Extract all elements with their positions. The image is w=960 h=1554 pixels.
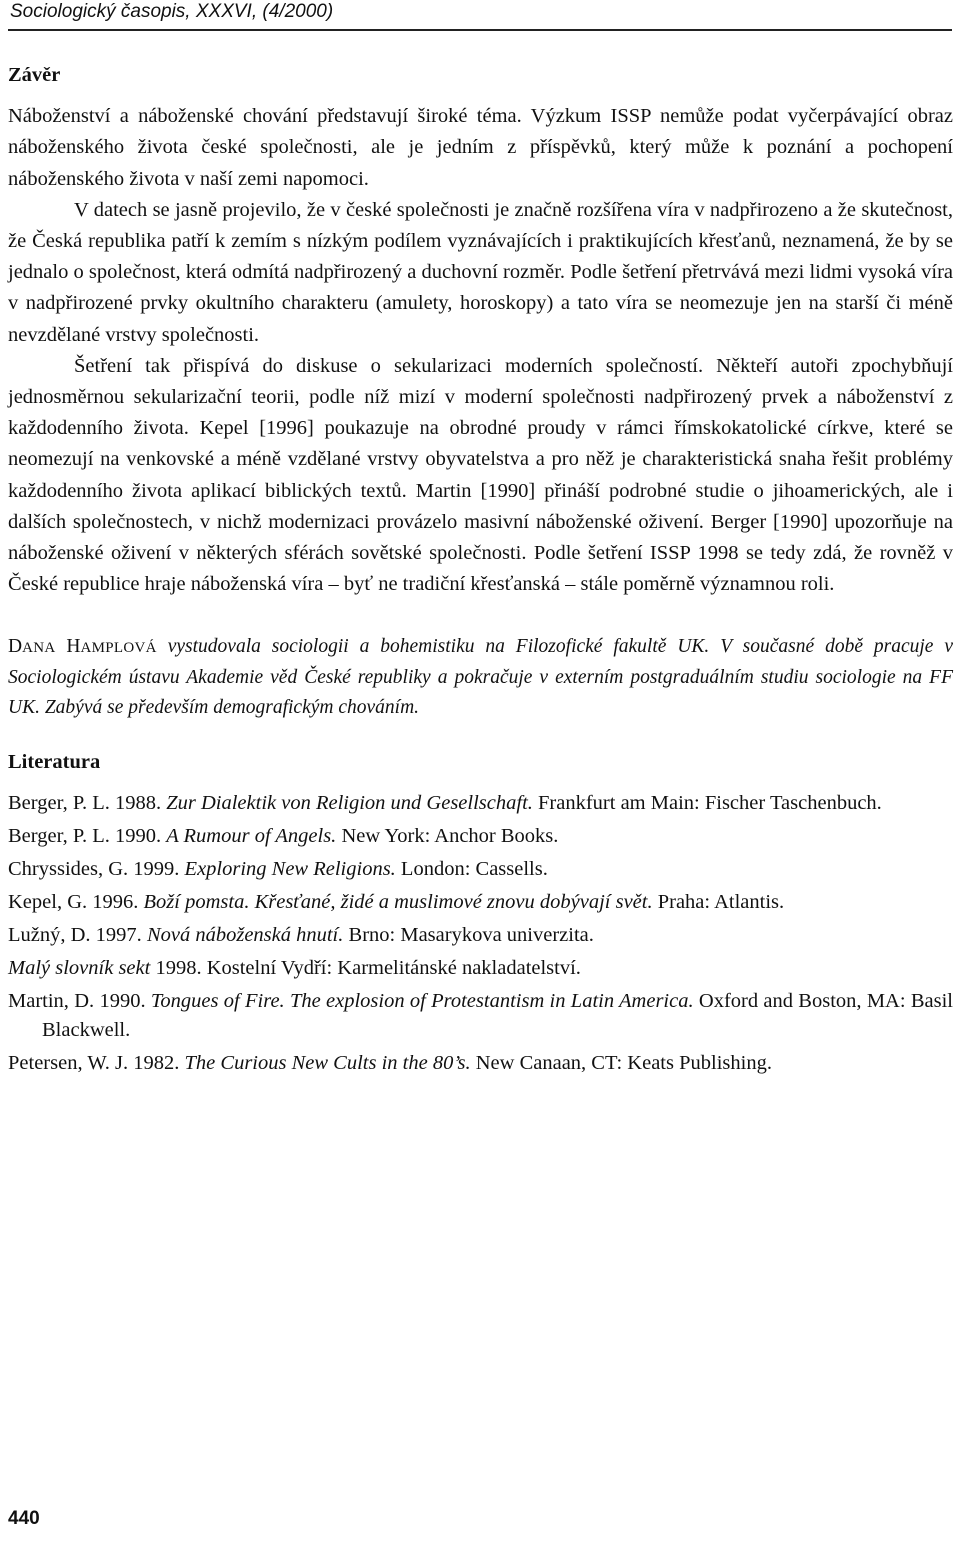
reference-publisher: 1998. Kostelní Vydří: Karmelitánské nakladatelství. [150, 956, 581, 979]
reference-author-year: Petersen, W. J. 1982. [8, 1051, 185, 1074]
reference-publisher: New York: Anchor Books. [336, 824, 559, 847]
author-name-last-rest: AMPLOVÁ [80, 640, 157, 657]
reference-title: Zur Dialektik von Religion und Gesellschaft. [166, 791, 533, 814]
author-name-first-rest: ANA [22, 640, 56, 657]
reference-title: The Curious New Cults in the 80’s. [184, 1051, 471, 1074]
reference-publisher: Praha: Atlantis. [652, 890, 785, 913]
reference-item [8, 987, 953, 1045]
reference-author-year: Martin, D. 1990. [8, 989, 151, 1012]
reference-author-year: Berger, P. L. 1990. [8, 824, 167, 847]
reference-title: Exploring New Religions. [184, 857, 396, 880]
reference-author-year: Chryssides, G. 1999. [8, 857, 185, 880]
reference-item [8, 888, 953, 917]
reference-author-year: Kepel, G. 1996. [8, 890, 144, 913]
header-rule [8, 29, 952, 31]
reference-item [8, 1049, 953, 1078]
author-name-first-initial: D [8, 636, 23, 658]
conclusion-paragraph-1: Náboženství a náboženské chování představují široké téma. Výzkum ISSP nemůže podat vyčerpávající obraz náboženského života české společnosti, ale je jedním z příspěvků, který může k poznání a pochopení náboženského života v naší zemi napomoci. [8, 105, 953, 190]
author-bio [8, 632, 953, 723]
running-head: Sociologický časopis, XXXVI, (4/2000) [10, 1, 334, 22]
reference-title: Nová náboženská hnutí. [146, 923, 344, 946]
reference-title: Malý slovník sekt [8, 956, 151, 979]
reference-author-year: Lužný, D. 1997. [8, 923, 147, 946]
reference-item [8, 789, 953, 818]
reference-title: Boží pomsta. Křesťané, židé a muslimové znovu dobývají svět. [143, 890, 653, 913]
reference-list [8, 789, 953, 1078]
page-number: 440 [8, 1508, 40, 1529]
reference-title: A Rumour of Angels. [166, 824, 337, 847]
section-spacer [8, 91, 953, 101]
author-bio-text: vystudovala sociologii a bohemistiku na Filozofické fakultě UK. V současné době pracuje v Sociologickém ústavu Akademie věd České republiky a pokračuje v externím postgraduálním studiu sociologie na FF UK. Zabývá se především demografickým chováním. [8, 636, 954, 719]
reference-publisher: London: Cassells. [395, 857, 548, 880]
reference-item [8, 855, 953, 884]
reference-publisher: Brno: Masarykova univerzita. [343, 923, 594, 946]
reference-item [8, 921, 953, 950]
reference-author-year: Berger, P. L. 1988. [8, 791, 167, 814]
reference-item [8, 954, 953, 983]
reference-publisher: Frankfurt am Main: Fischer Taschenbuch. [532, 791, 882, 814]
reference-title: Tongues of Fire. The explosion of Protestantism in Latin America. [150, 989, 694, 1012]
reference-publisher: Oxford and Boston, MA: Basil Blackwell. [42, 989, 953, 1041]
reference-publisher: New Canaan, CT: Keats Publishing. [470, 1051, 772, 1074]
reference-item [8, 822, 953, 851]
conclusion-paragraph-3: Šetření tak přispívá do diskuse o sekularizaci moderních společností. Někteří autoři zpochybňují jednosměrnou sekularizační teorii, podle níž mizí v moderní společnosti nadpřirozený prvek a náboženství z každodenního života. Kepel [1996] poukazuje na obrodné proudy v rámci římskokatolické církve, které se neomezují na venkovské a méně vzdělané vrstvy obyvatelstva a pro něž je charakteristická snaha řešit problémy každodenního života aplikací biblických textů. Martin [1990] přináší podrobné studie o jihoamerických, ale i dalších společnostech, v nichž modernizaci provázelo masivní náboženské oživení. Berger [1990] upozorňuje na náboženské oživení v některých sférách sovětské společnosti. Podle šetření ISSP 1998 se tedy zdá, že rovněž v České republice hraje náboženská víra – byť ne tradiční křesťanská – stále poměrně významnou roli. [8, 354, 953, 596]
article-body [8, 60, 953, 1082]
conclusion-paragraph-2: V datech se jasně projevilo, že v české společnosti je značně rozšířena víra v nadpřirozeno a že skutečnost, že Česká republika patří k zemím s nízkým podílem vyznávajících i praktikujících křesťanů, neznamená, že by se jednalo o společnost, která odmítá nadpřirozený a duchovní rozměr. Podle šetření přetrvává mezi lidmi vysoká víra v nadpřirozené prvky okultního charakteru (amulety, horoskopy) a tato víra se neomezuje jen na starší či méně nevzdělané vrstvy společnosti. [8, 198, 953, 346]
section-heading-conclusion: Závěr [8, 64, 61, 86]
section-heading-literature: Literatura [8, 751, 101, 774]
author-name-last-initial: H [66, 636, 81, 658]
